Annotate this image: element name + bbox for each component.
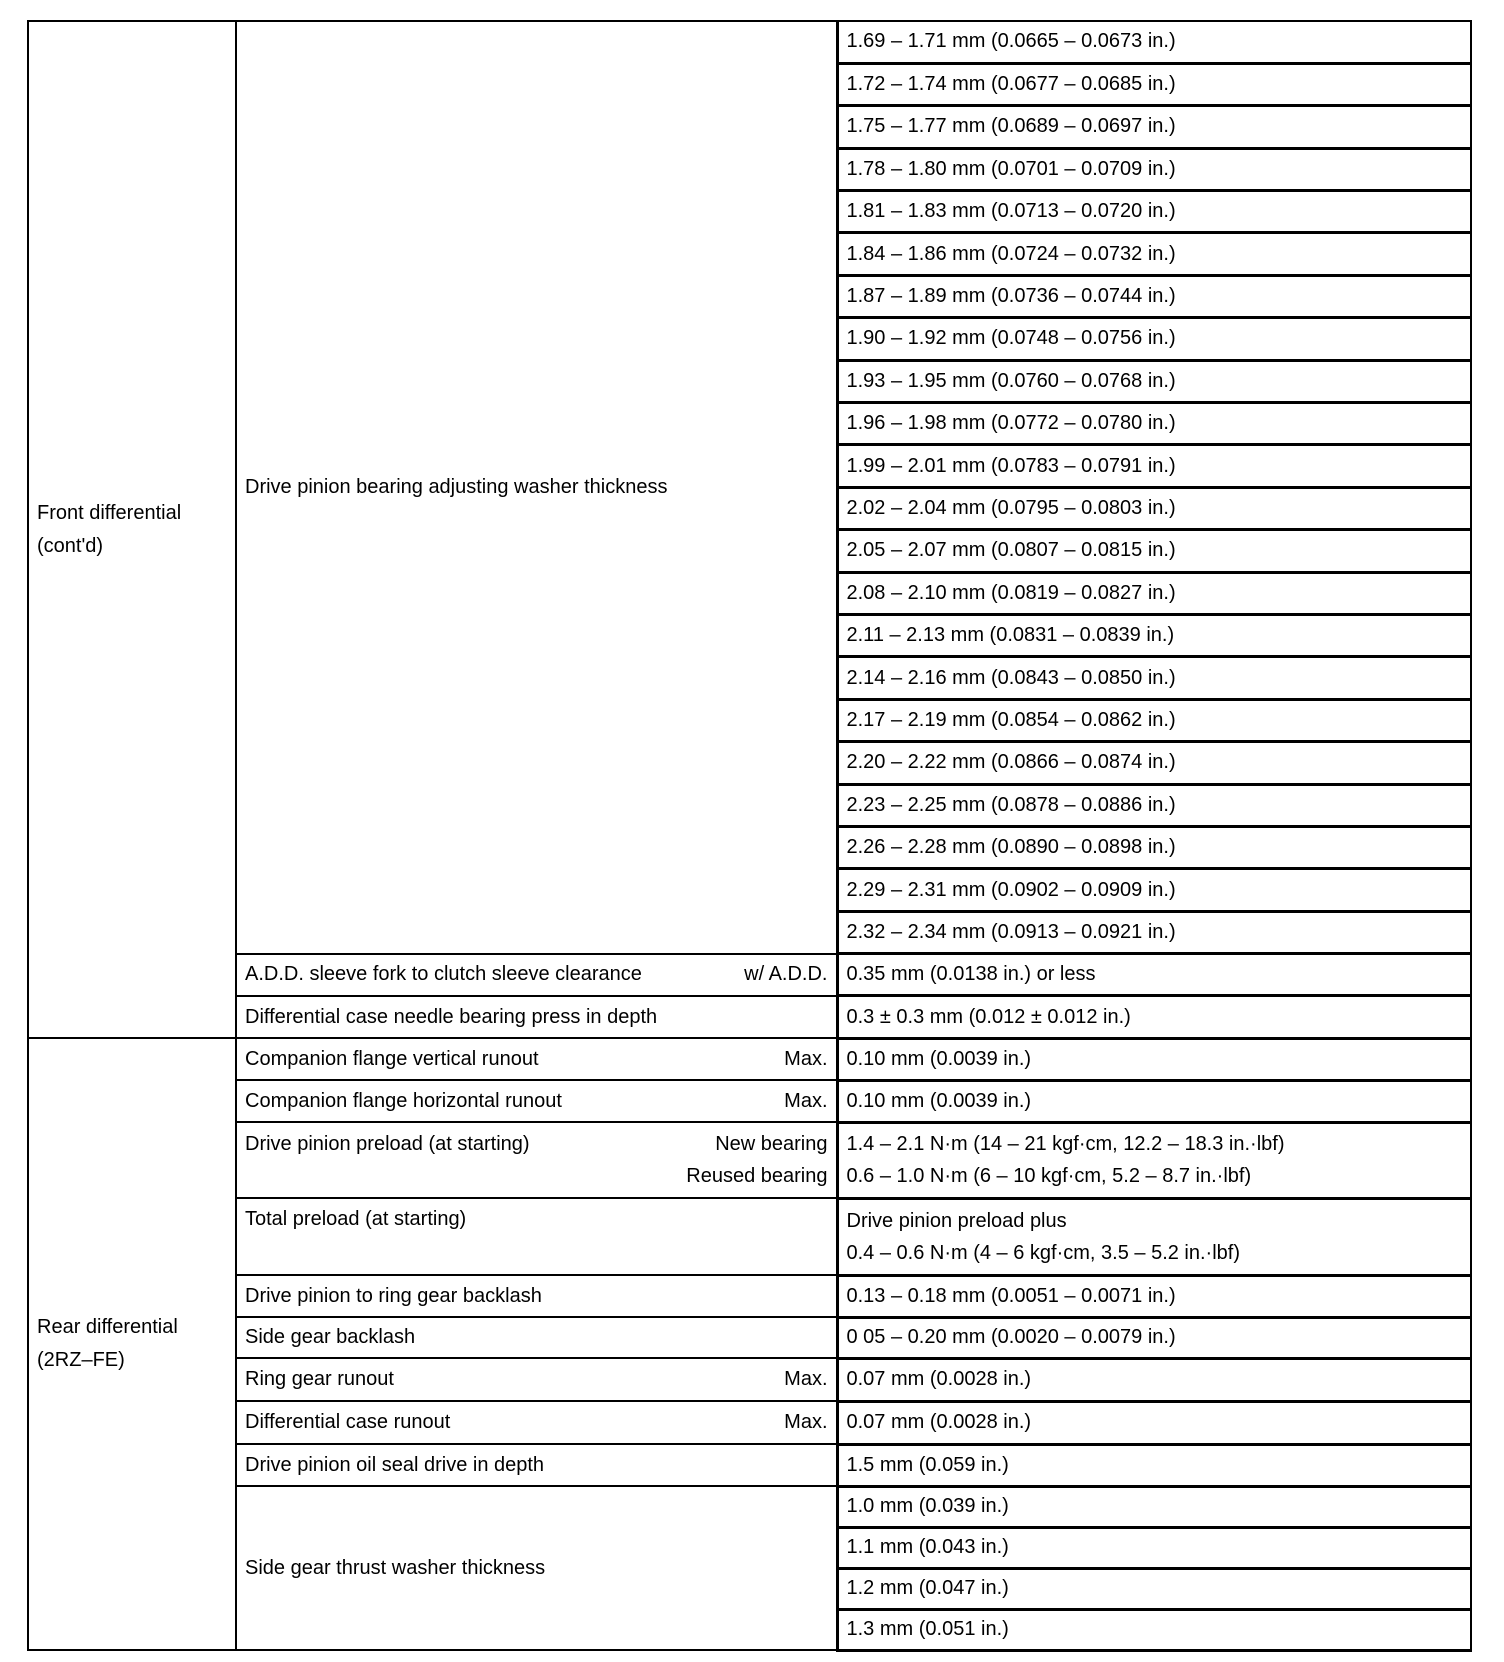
add-value: 0.35 mm (0.0138 in.) or less	[837, 954, 1471, 996]
group-label: (2RZ–FE)	[37, 1349, 125, 1372]
ring-label: Ring gear runout	[245, 1368, 394, 1391]
table-row	[28, 1122, 1471, 1198]
group-label: Front differential	[37, 501, 182, 524]
spec-table	[27, 20, 1472, 1652]
reused-bearing-label: Reused bearing	[686, 1165, 828, 1188]
washer-value: 2.14 – 2.16 mm (0.0843 – 0.0850 in.)	[837, 657, 1471, 699]
group-label: (cont'd)	[37, 534, 104, 557]
backlash-label: Drive pinion to ring gear backlash	[236, 1275, 837, 1317]
table-row	[28, 1444, 1471, 1486]
horiz-value: 0.10 mm (0.0039 in.)	[837, 1080, 1471, 1122]
max-label: Max.	[784, 1089, 828, 1112]
washer-value: 1.87 – 1.89 mm (0.0736 – 0.0744 in.)	[837, 275, 1471, 317]
total-preload-value: 0.4 – 0.6 N·m (4 – 6 kgf·cm, 3.5 – 5.2 in.·lbf)	[846, 1241, 1240, 1264]
table-row	[28, 1401, 1471, 1444]
washer-value: 1.96 – 1.98 mm (0.0772 – 0.0780 in.)	[837, 403, 1471, 445]
max-label: Max.	[784, 1047, 828, 1070]
washer-value: 1.78 – 1.80 mm (0.0701 – 0.0709 in.)	[837, 148, 1471, 190]
washer-value: 2.23 – 2.25 mm (0.0878 – 0.0886 in.)	[837, 784, 1471, 826]
max-label: Max.	[784, 1368, 828, 1391]
table-row	[28, 1080, 1471, 1122]
needle-label: Differential case needle bearing press in depth	[236, 996, 837, 1038]
total-preload-value-cell	[837, 1198, 1471, 1275]
washer-value: 2.26 – 2.28 mm (0.0890 – 0.0898 in.)	[837, 826, 1471, 868]
vert-cell	[236, 1038, 837, 1080]
group-label: Rear differential	[37, 1316, 178, 1339]
washer-value: 2.08 – 2.10 mm (0.0819 – 0.0827 in.)	[837, 572, 1471, 614]
preload-new-value: 1.4 – 2.1 N·m (14 – 21 kgf·cm, 12.2 – 18.3 in.·lbf)	[846, 1133, 1285, 1156]
washer-value: 1.93 – 1.95 mm (0.0760 – 0.0768 in.)	[837, 360, 1471, 402]
case-label: Differential case runout	[245, 1411, 451, 1434]
table-row	[28, 996, 1471, 1038]
table-row	[28, 1198, 1471, 1275]
washer-value: 1.84 – 1.86 mm (0.0724 – 0.0732 in.)	[837, 233, 1471, 275]
washer-value: 1.81 – 1.83 mm (0.0713 – 0.0720 in.)	[837, 191, 1471, 233]
table-row	[28, 954, 1471, 996]
washer-value: 1.69 – 1.71 mm (0.0665 – 0.0673 in.)	[837, 21, 1471, 63]
side_backlash-label: Side gear backlash	[236, 1317, 837, 1358]
horiz-label: Companion flange horizontal runout	[245, 1089, 562, 1112]
preload-value-cell	[837, 1122, 1471, 1198]
group-front-differential	[28, 21, 236, 1038]
thrust-washer-value: 1.0 mm (0.039 in.)	[837, 1486, 1471, 1527]
preload-reused-value: 0.6 – 1.0 N·m (6 – 10 kgf·cm, 5.2 – 8.7 in.·lbf)	[846, 1165, 1252, 1188]
total-preload-value: Drive pinion preload plus	[846, 1209, 1067, 1232]
add-label-cell	[236, 954, 837, 996]
washer-value: 1.72 – 1.74 mm (0.0677 – 0.0685 in.)	[837, 63, 1471, 105]
new-bearing-label: New bearing	[715, 1133, 828, 1156]
vert-value: 0.10 mm (0.0039 in.)	[837, 1038, 1471, 1080]
thrust-washer-value: 1.3 mm (0.051 in.)	[837, 1609, 1471, 1650]
table-row	[28, 1358, 1471, 1401]
washer-value: 1.90 – 1.92 mm (0.0748 – 0.0756 in.)	[837, 318, 1471, 360]
washer-value: 1.75 – 1.77 mm (0.0689 – 0.0697 in.)	[837, 106, 1471, 148]
table-row	[28, 1486, 1471, 1527]
horiz-cell	[236, 1080, 837, 1122]
preload-label: Drive pinion preload (at starting)	[245, 1133, 530, 1156]
preload-cell	[236, 1122, 837, 1198]
table-row	[28, 1317, 1471, 1358]
case-cell	[236, 1401, 837, 1444]
washer-value: 2.05 – 2.07 mm (0.0807 – 0.0815 in.)	[837, 530, 1471, 572]
washer-value: 1.99 – 2.01 mm (0.0783 – 0.0791 in.)	[837, 445, 1471, 487]
ring-value: 0.07 mm (0.0028 in.)	[837, 1358, 1471, 1401]
max-label: Max.	[784, 1411, 828, 1434]
case-value: 0.07 mm (0.0028 in.)	[837, 1401, 1471, 1444]
thrust-washer-value: 1.1 mm (0.043 in.)	[837, 1527, 1471, 1568]
side_backlash-value: 0 05 – 0.20 mm (0.0020 – 0.0079 in.)	[837, 1317, 1471, 1358]
add-condition: w/ A.D.D.	[744, 963, 828, 986]
total-preload-label: Total preload (at starting)	[236, 1198, 837, 1275]
washer-value: 2.11 – 2.13 mm (0.0831 – 0.0839 in.)	[837, 614, 1471, 656]
washer-value: 2.17 – 2.19 mm (0.0854 – 0.0862 in.)	[837, 699, 1471, 741]
ring-cell	[236, 1358, 837, 1401]
seal-label: Drive pinion oil seal drive in depth	[236, 1444, 837, 1486]
washer-value: 2.32 – 2.34 mm (0.0913 – 0.0921 in.)	[837, 911, 1471, 953]
washer-value: 2.29 – 2.31 mm (0.0902 – 0.0909 in.)	[837, 869, 1471, 911]
group-rear-differential	[28, 1038, 236, 1650]
add-label: A.D.D. sleeve fork to clutch sleeve clearance	[245, 963, 642, 986]
vert-label: Companion flange vertical runout	[245, 1047, 539, 1070]
thrust-washer-value: 1.2 mm (0.047 in.)	[837, 1568, 1471, 1609]
washer-value: 2.20 – 2.22 mm (0.0866 – 0.0874 in.)	[837, 742, 1471, 784]
thrust-washer-label: Side gear thrust washer thickness	[236, 1486, 837, 1650]
seal-value: 1.5 mm (0.059 in.)	[837, 1444, 1471, 1486]
washer-value: 2.02 – 2.04 mm (0.0795 – 0.0803 in.)	[837, 487, 1471, 529]
backlash-value: 0.13 – 0.18 mm (0.0051 – 0.0071 in.)	[837, 1275, 1471, 1317]
table-row	[28, 1038, 1471, 1080]
washer-label: Drive pinion bearing adjusting washer thickness	[236, 21, 837, 954]
table-row	[28, 21, 1471, 63]
table-row	[28, 1275, 1471, 1317]
needle-value: 0.3 ± 0.3 mm (0.012 ± 0.012 in.)	[837, 996, 1471, 1038]
